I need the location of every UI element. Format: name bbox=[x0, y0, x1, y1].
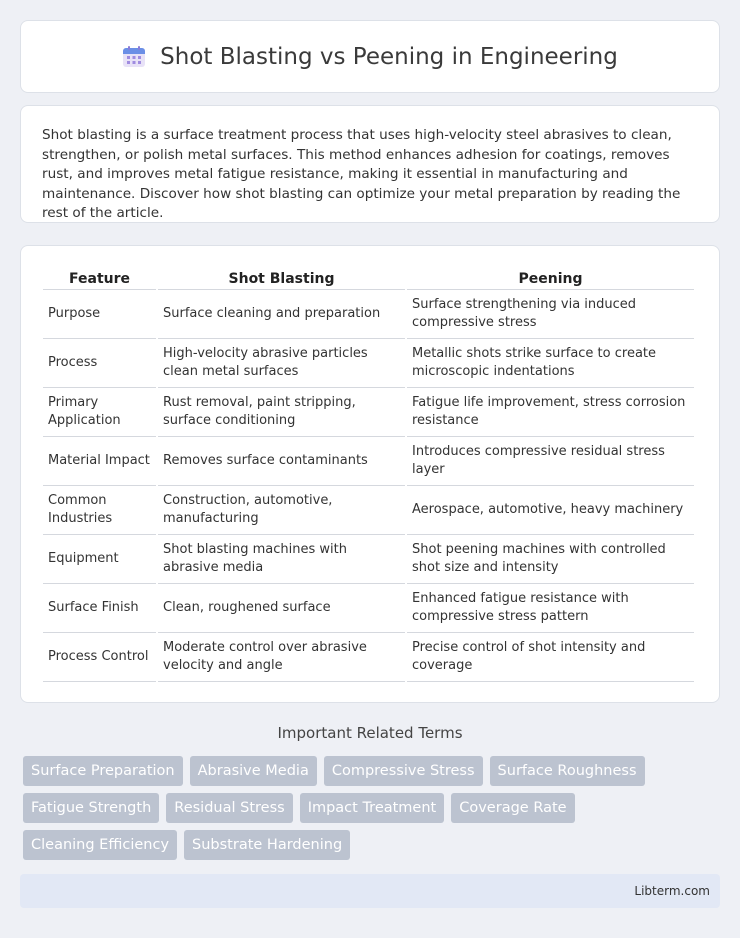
table-row bbox=[43, 535, 694, 584]
header-shot-blasting: Shot Blasting bbox=[158, 266, 405, 290]
shot-blasting-cell: Surface cleaning and preparation bbox=[158, 290, 405, 339]
table-row bbox=[43, 388, 694, 437]
peening-cell: Fatigue life improvement, stress corrosion resistance bbox=[407, 388, 694, 437]
shot-blasting-cell: Removes surface contaminants bbox=[158, 437, 405, 486]
table-row bbox=[43, 437, 694, 486]
tag-abrasive-media[interactable]: Abrasive Media bbox=[190, 756, 317, 786]
table-row bbox=[43, 339, 694, 388]
shot-blasting-cell: Moderate control over abrasive velocity and angle bbox=[158, 633, 405, 682]
table-row bbox=[43, 633, 694, 682]
tag-surface-roughness[interactable]: Surface Roughness bbox=[490, 756, 645, 786]
tag-fatigue-strength[interactable]: Fatigue Strength bbox=[23, 793, 159, 823]
peening-cell: Precise control of shot intensity and coverage bbox=[407, 633, 694, 682]
footer bbox=[20, 874, 720, 908]
tag-substrate-hardening[interactable]: Substrate Hardening bbox=[184, 830, 350, 860]
tag-coverage-rate[interactable]: Coverage Rate bbox=[451, 793, 574, 823]
shot-blasting-cell: Clean, roughened surface bbox=[158, 584, 405, 633]
tag-residual-stress[interactable]: Residual Stress bbox=[166, 793, 292, 823]
header-card bbox=[20, 20, 720, 93]
table-row bbox=[43, 486, 694, 535]
peening-cell: Shot peening machines with controlled shot size and intensity bbox=[407, 535, 694, 584]
peening-cell: Introduces compressive residual stress layer bbox=[407, 437, 694, 486]
shot-blasting-cell: High-velocity abrasive particles clean metal surfaces bbox=[158, 339, 405, 388]
feature-cell: Purpose bbox=[43, 290, 156, 339]
comparison-table bbox=[41, 266, 696, 682]
feature-cell: Primary Application bbox=[43, 388, 156, 437]
feature-cell: Common Industries bbox=[43, 486, 156, 535]
table-header-row bbox=[43, 266, 694, 290]
feature-cell: Process Control bbox=[43, 633, 156, 682]
calendar-icon bbox=[122, 45, 146, 69]
peening-cell: Surface strengthening via induced compressive stress bbox=[407, 290, 694, 339]
header-feature: Feature bbox=[43, 266, 156, 290]
feature-cell: Equipment bbox=[43, 535, 156, 584]
shot-blasting-cell: Rust removal, paint stripping, surface conditioning bbox=[158, 388, 405, 437]
peening-cell: Aerospace, automotive, heavy machinery bbox=[407, 486, 694, 535]
shot-blasting-cell: Shot blasting machines with abrasive media bbox=[158, 535, 405, 584]
related-terms-title: Important Related Terms bbox=[277, 724, 463, 742]
shot-blasting-cell: Construction, automotive, manufacturing bbox=[158, 486, 405, 535]
tag-impact-treatment[interactable]: Impact Treatment bbox=[300, 793, 445, 823]
title-wrap bbox=[122, 44, 618, 70]
peening-cell: Enhanced fatigue resistance with compressive stress pattern bbox=[407, 584, 694, 633]
intro-text: Shot blasting is a surface treatment process that uses high-velocity steel abrasives to clean, strengthen, or polish metal surfaces. This method enhances adhesion for coatings, removes rust, and improves metal fatigue resistance, making it essential in manufacturing and maintenance. Discover how shot blasting can optimize your metal preparation by reading the rest of the article. bbox=[42, 127, 681, 221]
feature-cell: Process bbox=[43, 339, 156, 388]
intro-card bbox=[20, 105, 720, 223]
feature-cell: Surface Finish bbox=[43, 584, 156, 633]
page-title: Shot Blasting vs Peening in Engineering bbox=[160, 43, 618, 70]
tag-cleaning-efficiency[interactable]: Cleaning Efficiency bbox=[23, 830, 177, 860]
tag-surface-preparation[interactable]: Surface Preparation bbox=[23, 756, 183, 786]
table-row bbox=[43, 584, 694, 633]
header-peening: Peening bbox=[407, 266, 694, 290]
table-row bbox=[43, 290, 694, 339]
related-terms-tags bbox=[23, 756, 723, 860]
tag-compressive-stress[interactable]: Compressive Stress bbox=[324, 756, 483, 786]
feature-cell: Material Impact bbox=[43, 437, 156, 486]
peening-cell: Metallic shots strike surface to create microscopic indentations bbox=[407, 339, 694, 388]
footer-brand[interactable]: Libterm.com bbox=[634, 884, 710, 898]
comparison-table-card bbox=[20, 245, 720, 703]
